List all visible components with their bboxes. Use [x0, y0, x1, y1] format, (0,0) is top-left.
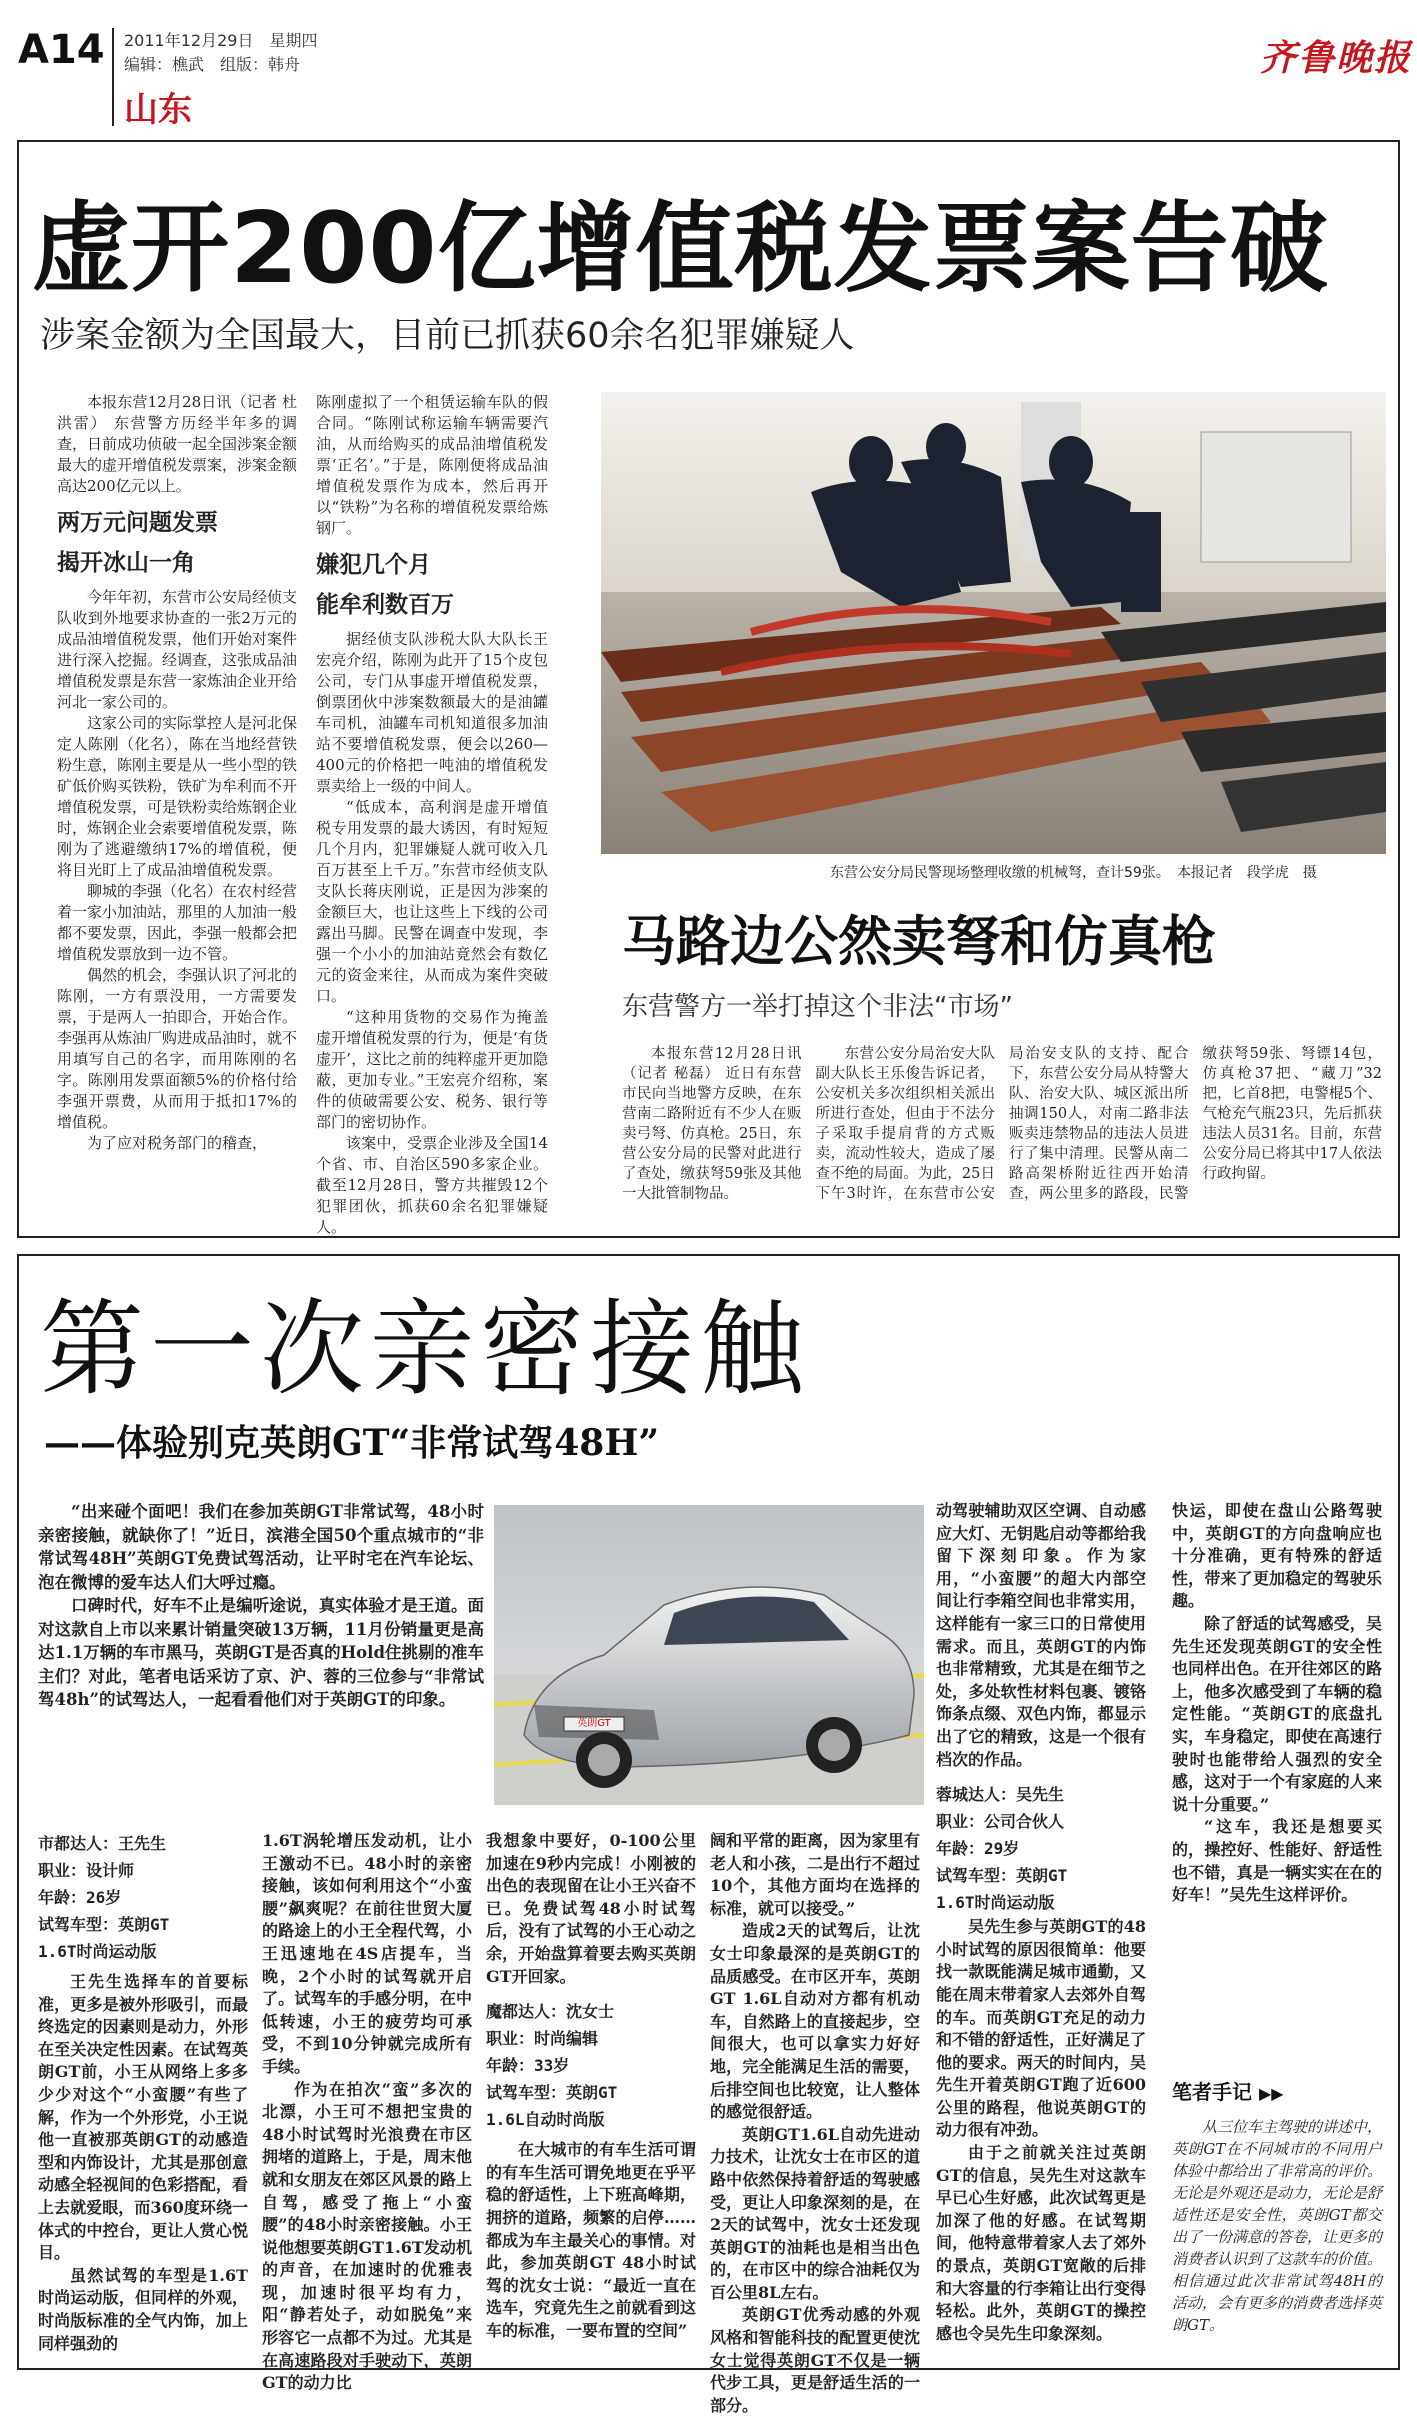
article1-column-1 — [57, 392, 297, 1218]
article3-column-1 — [38, 1830, 248, 2360]
play-arrows-icon: ▶▶ — [1258, 2084, 1284, 2103]
paragraph: 1.6T涡轮增压发动机，让小王激动不已。48小时的亲密接触，该如何利用这个“小蛮腰”飙爽呢？在前往世贸大厦的路途上的小王全程代驾，小王迅速地在4S店提车，当晚，2个小时的试驾就开启了。试驾车的手感分明，在中低转速，小王的疲劳均可承受，不到10分钟就完成所有手续。 — [262, 1831, 472, 2076]
editor-note-text: 从三位车主驾驶的讲述中，英朗GT在不同城市的不同用户体验中都给出了非常高的评价。无论是外观还是动力，无论是舒适性还是安全性，英朗GT都交出了一份满意的答卷，让更多的消费者认识到了这款车的价值。相信通过此次非常试驾48H的活动，会有更多的消费者选择英朗GT。 — [1172, 2118, 1383, 2334]
paragraph: 陈刚虚拟了一个租赁运输车队的假合同。“陈刚试称运输车辆需要汽油，从而给购买的成品油增值税发票‘正名’。”于是，陈刚便将成品油增值税发票作为成本，然后再开以“铁粉”为名称的增值税发票给炼钢厂。 — [316, 393, 548, 537]
article1-subhead: 涉案金额为全国最大，目前已抓获60余名犯罪嫌疑人 — [40, 316, 855, 356]
page-number: A14 — [18, 27, 105, 73]
person3-job: 职业：公司合伙人 — [936, 1812, 1065, 1832]
person1-job: 职业：设计师 — [38, 1861, 135, 1880]
person2-city: 魔都达人：沈女士 — [486, 2002, 615, 2022]
crossbow-photo-drawing — [601, 392, 1386, 854]
person1-city: 市都达人：王先生 — [38, 1834, 167, 1853]
photo-caption: 东营公安分局民警现场整理收缴的机械弩，查计59张。 本报记者 段学虎 摄 — [830, 865, 1317, 881]
person3-age: 年龄：29岁 — [936, 1839, 1020, 1859]
paragraph: “这种用货物的交易作为掩盖虚开增值税发票的行为，便是‘有货虚开’，这比之前的纯粹虚开更加隐蔽，更加专业。”王宏亮介绍称，案件的侦破需要公安、税务、银行等部门的密切协作。 — [316, 1008, 548, 1131]
article3-subhead: ——体验别克英朗GT“非常试驾48H” — [44, 1422, 660, 1464]
editor-line: 编辑：樵武 组版：韩舟 — [124, 55, 301, 74]
paragraph: 该案中，受票企业涉及全国14个省、市、自治区590多家企业。截至12月28日，警方共摧毁12个犯罪团伙，抓获60余名犯罪嫌疑人。 — [316, 1134, 548, 1236]
editor-note-title: 笔者手记 — [1172, 2080, 1252, 2104]
person3-spec: 1.6T时尚运动版 — [936, 1893, 1055, 1913]
paragraph: 为了应对税务部门的稽查， — [87, 1134, 268, 1152]
article1-column-2 — [316, 392, 548, 1236]
paragraph: 东营公安分局治安大队副大队长王乐俊告诉记者，公安机关多次组织相关派出所进行查处，但由于不法分子采取手提肩背的方式贩卖，流动性较大，造成了屡查不绝的局面。为此，25日下午3时许，在东营市公安局治安支队的支持、配合下，东营公安分局从特警大队、治安大队、城区派出所抽调150人，对南二路非法贩卖违禁物品的违法人员进行了集中清理。民警从南二路高架桥附近往西开始清查，两公里多的路段，民警缴获弩59张、弩镖14包，仿真枪37把、“藏刀”32把，匕首8把，电警棍5个、气枪充气瓶23只，先后抓获违法人员31名。目前，东营公安分局已将其中17人依法行政拘留。 — [815, 1046, 1382, 1202]
section-name: 山东 — [124, 90, 192, 130]
paragraph: 口碑时代，好车不止是编听途说，真实体验才是王道。面对这款自上市以来累计销量突破13万辆，11月份销量更是高达1.1万辆的车市黑马，英朗GT是否真的Hold住挑剔的准车主们？对此，笔者电话采访了京、沪、蓉的三位参与“非常试驾48h”的试驾达人，一起看看他们对于英朗GT的印象。 — [38, 1596, 484, 1709]
paragraph: 虽然试驾的车型是1.6T时尚运动版，但同样的外观，时尚版标准的全气内饰，加上同样强劲的 — [38, 2265, 248, 2353]
paragraph: 造成2天的试驾后，让沈女士印象最深的是英朗GT的品质感受。在市区开车，英朗GT 1.6L自动对方都有机动车，自然路上的直接起步，空间很大，也可以拿实力好好地，完全能满足生活的需要，后排空间也比较宽，让人整体的感觉很舒适。 — [710, 1921, 920, 2122]
paragraph: 吴先生参与英朗GT的48小时试驾的原因很简单：他要找一款既能满足城市通勤，又能在周末带着家人去郊外自驾的车。而英朗GT充足的动力和不错的舒适性，正好满足了他的要求。两天的时间内，吴先生开着英朗GT跑了近600公里的路程，他说英朗GT的动力很有冲劲。 — [936, 1917, 1146, 2140]
paragraph: “这车，我还是想要买的，操控好、性能好、舒适性也不错，真是一辆实实在在的好车！”吴先生这样评价。 — [1172, 1817, 1382, 1905]
article3-intro — [38, 1500, 484, 1820]
paragraph: 由于之前就关注过英朗GT的信息，吴先生对这款车早已心生好感，此次试驾更是加深了他的好感。在试驾期间，他特意带着家人去了郊外的景点，英朗GT宽敞的后排和大容量的行李箱让出行变得轻松。此外，英朗GT的操控感也令吴先生印象深刻。 — [936, 2143, 1146, 2343]
paragraph: 这家公司的实际掌控人是河北保定人陈刚（化名），陈在当地经营铁粉生意，陈刚主要是从一些小型的铁矿低价购买铁粉，铁矿为牟利而不开增值税发票，可是铁粉卖给炼钢企业时，炼钢企业会索要增值税发票，陈刚为了逃避缴纳17%的增值税，便将目光盯上了成品油增值税发票。 — [57, 714, 298, 879]
date-line: 2011年12月29日 星期四 — [124, 31, 318, 50]
person3-city: 蓉城达人：吴先生 — [936, 1785, 1065, 1805]
paragraph: 本报东营12月28日讯（记者 秘磊） 近日有东营市民向当地警方反映，在东营南二路附近有不少人在贩卖弓弩、仿真枪。25日，东营公安分局的民警对此进行了查处，缴获弩59张及其他一大批管制物品。 — [622, 1046, 802, 1202]
paragraph: 我想象中要好，0-100公里加速在9秒内完成！小刚被的出色的表现留在让小王兴奋不已。免费试驾48小时试驾后，没有了试驾的小王心动之余，开始盘算着要去购买英朗GT开回家。 — [486, 1831, 696, 1986]
person2-age: 年龄：33岁 — [486, 2056, 570, 2076]
subheading-2a: 嫌犯几个月 — [316, 552, 431, 578]
article3-column-2 — [262, 1830, 472, 2393]
paragraph: 今年年初，东营市公安局经侦支队收到外地要求协查的一张2万元的成品油增值税发票，他们开始对案件进行深入挖掘。经调查，这张成品油增值税发票是东营一家炼油企业开给河北一家公司的。 — [57, 588, 298, 711]
paragraph: 英朗GT优秀动感的外观风格和智能科技的配置更使沈女士觉得英朗GT不仅是一辆代步工具，更是舒适生活的一部分。 — [710, 2305, 920, 2415]
paragraph: 在大城市的有车生活可谓的有车生活可谓免地更在乎平稳的舒适性，上下班高峰期，拥挤的道路，频繁的启停……都成为车主最关心的事情。对此，参加英朗GT 48小时试驾的沈女士说：“最近一直在选车，究竟先生之前就看到这车的标准，一要布置的空间” — [486, 2140, 696, 2340]
article3-column-4 — [936, 1500, 1146, 2352]
paragraph: 快运，即使在盘山公路驾驶中，英朗GT的方向盘响应也十分准确，更有特殊的舒适性，带来了更加稳定的驾驶乐趣。 — [1172, 1501, 1382, 1611]
paragraph: 偶然的机会，李强认识了河北的陈刚，一方有票没用，一方需要发票，于是两人一拍即合，开始合作。李强再从炼油厂购进成品油时，就不用填写自己的名字，而用陈刚的名字。陈刚用发票面额5%的价格付给李强开票费，从而用于抵扣17%的增值税。 — [57, 966, 298, 1131]
person2-spec: 1.6L自动时尚版 — [486, 2110, 605, 2130]
article2-subhead: 东营警方一举打掉这个非法“市场” — [622, 992, 1013, 1022]
paragraph: 英朗GT1.6L自动先进动力技术，让沈女士在市区的道路中依然保持着舒适的驾驶感受，更让人印象深刻的是，在2天的试驾中，沈女士还发现英朗GT的油耗也是相当出色的，在市区中的综合油耗仅为百公里8L左右。 — [710, 2124, 920, 2302]
article3-column-5 — [1172, 1500, 1382, 2066]
subheading-2b: 能牟利数百万 — [316, 592, 454, 618]
car-plate-badge: 英朗GT — [577, 1718, 611, 1729]
paragraph: 阔和平常的距离，因为家里有老人和小孩，二是出行不超过10个，其他方面均在选择的标准，就可以接受。” — [710, 1831, 920, 1918]
car-photo-drawing — [494, 1505, 924, 1805]
paragraph: 据经侦支队涉税大队大队长王宏亮介绍，陈刚为此开了15个皮包公司，专门从事虚开增值税发票，倒票团伙中涉案数额最大的是油罐车司机，油罐车司机知道很多加油站不要增值税发票，便会以260—400元的价格把一吨油的增值税发票卖给上一级的中间人。 — [316, 630, 548, 795]
paragraph: 除了舒适的试驾感受，吴先生还发现英朗GT的安全性也同样出色。在开往郊区的路上，他多次感受到了车辆的稳定性能。“英朗GT的底盘扎实，车身稳定，即使在高速行驶时也能带给人强烈的安全感，这对于一个有家庭的人来说十分重要。” — [1172, 1613, 1382, 1814]
paragraph: “低成本，高利润是虚开增值税专用发票的最大诱因，有时短短几个月内，犯罪嫌疑人就可收入几百万甚至上千万。”东营市经侦支队支队长蒋庆刚说，正是因为涉案的金额巨大，也让这些上下线的公司露出马脚。民警在调查中发现，李强一个小小的加油站竟然会有数亿元的资金来往，从而成为案件突破口。 — [316, 798, 548, 1005]
article2-headline: 马路边公然卖弩和仿真枪 — [622, 910, 1216, 973]
paragraph: “出来碰个面吧！我们在参加英朗GT非常试驾，48小时亲密接触，就缺你了！”近日，滨港全国50个重点城市的“非常试驾48H”英朗GT免费试驾活动，让平时宅在汽车论坛、泡在微博的爱车达人们大呼过瘾。 — [38, 1502, 484, 1592]
person1-age: 年龄：26岁 — [38, 1888, 122, 1907]
person2-car: 试驾车型：英朗GT — [486, 2083, 618, 2103]
buick-verano-gt-photo — [494, 1505, 924, 1805]
newspaper-logo: 齐鲁晚报 — [1260, 37, 1413, 79]
article2-body — [622, 1044, 1382, 1224]
article3-headline: 第一次亲密接触 — [40, 1288, 811, 1410]
person1-car: 试驾车型：英朗GT — [38, 1915, 170, 1934]
crossbow-seizure-photo — [601, 392, 1386, 854]
masthead-divider — [112, 28, 114, 126]
article1-headline: 虚开200亿增值税发票案告破 — [32, 192, 1329, 306]
article1-lead: 本报东营12月28日讯（记者 杜洪雷） 东营警方历经半年多的调查，日前成功侦破一起全国涉案金额最大的虚开增值税发票案，涉案金额高达200亿元以上。 — [57, 393, 298, 495]
article3-column-3b — [710, 1830, 920, 2415]
article3-column-3 — [486, 1830, 696, 2360]
paragraph: 王先生选择车的首要标准，更多是被外形吸引，而最终选定的因素则是动力，外形在至关决定性因素。在试驾英朗GT前，小王从网络上多多少少对这个“小蛮腰”有些了解，作为一个外形党，小王说他一直被那英朗GT的动感造型和内饰设计，尤其是那创意动感全轻视间的色彩搭配，看上去就爱眼，而360度环绕一体式的中控台，更让人赏心悦目。 — [38, 1972, 248, 2263]
person1-spec: 1.6T时尚运动版 — [38, 1942, 157, 1961]
person3-car: 试驾车型：英朗GT — [936, 1866, 1068, 1886]
editor-note-label — [1172, 2076, 1284, 2105]
paragraph: 聊城的李强（化名）在农村经营着一家小加油站，那里的人加油一般都不要发票，因此，李强一般都会把增值税发票放到一边不管。 — [57, 882, 298, 963]
paragraph: 动驾驶辅助双区空调、自动感应大灯、无钥匙启动等都给我留下深刻印象。作为家用，“小蛮腰”的超大内部空间让行李箱空间也非常实用，这样能有一家三口的日常使用需求。而且，英朗GT的内饰也非常精致，尤其是在细节之处，多处软性材料包裹、镀铬饰条点缀、双色内饰，都显示出了它的精致，这是一个很有档次的作品。 — [936, 1501, 1146, 1769]
person2-job: 职业：时尚编辑 — [486, 2029, 599, 2049]
subheading-1a: 两万元问题发票 — [57, 510, 218, 536]
paragraph: 作为在拍次“蛮”多次的北漂，小王可不想把宝贵的48小时试驾时光浪费在市区拥堵的道路上，于是，周末他就和女朋友在郊区风景的路上自驾，感受了拖上“小蛮腰”的48小时亲密接触。小王说他想要英朗GT1.6T发动机的声音，在加速时的优雅表现，加速时很平均有力，阳“静若处子，动如脱兔”来形容它一点都不为过。尤其是在高速路段对手驶动下，英朗GT的动力比 — [262, 2079, 472, 2393]
subheading-1b: 揭开冰山一角 — [57, 550, 195, 576]
